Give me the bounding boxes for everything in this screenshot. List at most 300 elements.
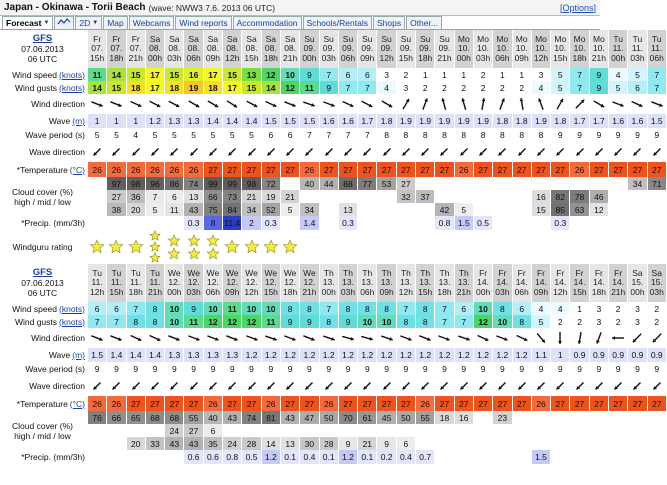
wind-gusts-cell: 15 xyxy=(242,81,261,94)
wind-gusts-cell: 8 xyxy=(127,315,146,328)
wind-speed-cell: 3 xyxy=(590,302,609,315)
tab-label: Accommodation xyxy=(236,18,298,28)
wind-speed-cell: 6 xyxy=(455,302,474,315)
wind-speed-cell: 15 xyxy=(127,68,146,81)
wave-period-row xyxy=(88,362,667,376)
star-rating-icon xyxy=(377,230,396,264)
star-rating-icon xyxy=(223,230,242,264)
direction-arrow-icon xyxy=(339,328,358,348)
wave-height-cell: 1.2 xyxy=(493,348,512,362)
wind-gusts-label-unit[interactable]: (knots) xyxy=(59,82,85,93)
date-label: 11. xyxy=(110,277,123,288)
wind-gusts-cell: 7 xyxy=(358,81,377,94)
star-rating-icon xyxy=(242,230,261,264)
wave-height-cell: 1.4 xyxy=(223,114,242,128)
date-label: 10. xyxy=(477,43,489,54)
wave-height-cell: 1.2 xyxy=(474,348,493,362)
temperature-label: *Temperature xyxy=(16,164,68,175)
wave-height-cell: 1.9 xyxy=(455,114,474,128)
cloud-high-cell: 97 xyxy=(107,177,126,190)
time-header-cell xyxy=(455,264,474,302)
day-label: Tu xyxy=(130,267,141,278)
wave-height-cell: 1.4 xyxy=(127,348,146,362)
wave-period-label xyxy=(0,362,88,376)
tab-map[interactable] xyxy=(103,16,128,29)
hour-label: 00h xyxy=(167,286,182,297)
direction-arrow-icon xyxy=(184,328,203,348)
cloud-low-cell: 43 xyxy=(184,203,203,216)
date-label: 14. xyxy=(477,277,489,288)
wind-gusts-cell: 19 xyxy=(184,81,203,94)
temperature-cell: 26 xyxy=(146,162,165,177)
temperature-cell: 26 xyxy=(532,396,551,411)
wave-direction-label: Wave direction xyxy=(29,381,85,391)
tab-other[interactable] xyxy=(406,16,442,29)
cloud-mid-cell xyxy=(455,190,474,203)
cloud-low-cell xyxy=(474,203,493,216)
wind-speed-cell: 4 xyxy=(609,68,628,81)
hour-label: 03h xyxy=(649,286,664,297)
precipitation-cell xyxy=(397,216,416,230)
cloud-low-cell xyxy=(358,203,377,216)
direction-arrow-icon xyxy=(493,376,512,396)
tab-wind-reports[interactable] xyxy=(175,16,231,29)
hour-label: 03h xyxy=(495,286,510,297)
precip-label: *Precip. (mm/3h) xyxy=(21,218,85,228)
wave-period-cell: 9 xyxy=(570,362,589,376)
wave-height-cell: 1.5 xyxy=(281,114,300,128)
tab-webcams[interactable] xyxy=(129,16,175,29)
wave-height-cell: 1.2 xyxy=(513,348,532,362)
wave-height-cell: 1.4 xyxy=(204,114,223,128)
wave-label: Wave xyxy=(48,350,71,360)
wind-gusts-label-unit[interactable]: (knots) xyxy=(59,316,85,327)
temperature-cell: 26 xyxy=(127,162,146,177)
wind-speed-cell: 16 xyxy=(184,68,203,81)
cloud-cover-label xyxy=(0,411,88,450)
cloud-high-cell xyxy=(513,411,532,424)
wind-speed-cell: 3 xyxy=(628,302,647,315)
day-label: Sa xyxy=(188,33,199,44)
star-rating-icon xyxy=(165,230,184,264)
tab-2d[interactable] xyxy=(75,16,102,29)
date-label: 09. xyxy=(399,43,412,54)
cloud-mid-cell xyxy=(107,424,126,437)
wind-speed-cell: 8 xyxy=(339,302,358,315)
precipitation-cell: 0.3 xyxy=(262,216,281,230)
day-label: Mo xyxy=(457,33,470,44)
wind-gusts-cell: 12 xyxy=(204,315,223,328)
cloud-high-cell xyxy=(513,177,532,190)
wave-height-cell: 1.3 xyxy=(165,348,184,362)
wave-period-cell: 7 xyxy=(339,128,358,142)
temperature-cell: 27 xyxy=(435,396,454,411)
cloud-high-cell xyxy=(551,177,570,190)
wave-period-cell: 9 xyxy=(146,362,165,376)
wind-gusts-cell: 2 xyxy=(648,315,667,328)
direction-arrow-icon xyxy=(590,142,609,162)
wind-gusts-label xyxy=(0,315,88,328)
date-label: 10. xyxy=(592,43,605,54)
temperature-label-unit[interactable]: (°C) xyxy=(69,164,85,175)
precipitation-cell: 1.2 xyxy=(339,450,358,464)
cloud-mid-cell: 82 xyxy=(551,190,570,203)
wave-height-cell: 1.2 xyxy=(281,348,300,362)
wind-gusts-cell: 14 xyxy=(262,81,281,94)
wind-gusts-cell: 7 xyxy=(88,315,107,328)
wind-speed-cell: 1 xyxy=(513,68,532,81)
direction-arrow-icon xyxy=(358,142,377,162)
precipitation-cell xyxy=(609,216,628,230)
direction-arrow-icon xyxy=(127,328,146,348)
direction-arrow-icon xyxy=(242,376,261,396)
cloud-low-cell xyxy=(648,437,667,450)
tab-shops[interactable] xyxy=(373,16,405,29)
wave-period-cell: 5 xyxy=(107,128,126,142)
cloud-high-cell: 99 xyxy=(204,177,223,190)
direction-arrow-icon xyxy=(493,94,512,114)
date-label: 08. xyxy=(226,43,239,54)
cloud-high-cell: 98 xyxy=(127,177,146,190)
wave-height-cell: 1.5 xyxy=(300,114,319,128)
wind-speed-cell: 1 xyxy=(435,68,454,81)
wave-height-cell: 1.6 xyxy=(628,114,647,128)
direction-arrow-icon xyxy=(184,94,203,114)
cloud-high-cell xyxy=(88,177,107,190)
star-rating-icon xyxy=(107,230,126,264)
precipitation-cell xyxy=(127,450,146,464)
day-label: Su xyxy=(419,33,431,44)
wind-gusts-cell: 12 xyxy=(281,81,300,94)
wind-gusts-cell: 18 xyxy=(204,81,223,94)
time-header-cell xyxy=(88,264,107,302)
hour-label: 21h xyxy=(611,286,626,297)
temperature-cell: 27 xyxy=(358,162,377,177)
direction-arrow-icon xyxy=(107,142,126,162)
cloud-low-cell: 34 xyxy=(242,203,261,216)
wind-gusts-cell: 8 xyxy=(320,315,339,328)
day-label: Fr xyxy=(131,33,140,44)
star-rating-icon xyxy=(146,230,165,264)
precipitation-cell: 8 xyxy=(204,216,223,230)
date-label: 12. xyxy=(284,277,297,288)
wind-speed-cell: 2 xyxy=(609,302,628,315)
cloud-high-cell: 40 xyxy=(300,177,319,190)
star-rating-icon xyxy=(262,230,281,264)
wind-speed-cell: 14 xyxy=(107,68,126,81)
cloud-low-cell: 5 xyxy=(455,203,474,216)
hour-label: 21h xyxy=(456,286,471,297)
time-header-cell xyxy=(416,264,435,302)
direction-arrow-icon xyxy=(551,142,570,162)
cloud-high-cell: 65 xyxy=(127,411,146,424)
cloud-high-cell xyxy=(474,177,493,190)
date-label: 11. xyxy=(651,43,663,54)
day-label: We xyxy=(225,267,239,278)
wind-speed-cell: 8 xyxy=(358,302,377,315)
day-label: Sa xyxy=(207,33,219,44)
cloud-mid-cell: 7 xyxy=(146,190,165,203)
wind-speed-cell: 8 xyxy=(281,302,300,315)
date-label: 15. xyxy=(650,277,663,288)
date-label: 13. xyxy=(419,277,432,288)
direction-arrow-icon xyxy=(416,142,435,162)
cloud-high-cell xyxy=(532,177,551,190)
model-link[interactable]: GFS xyxy=(32,267,53,278)
tab-label: Other... xyxy=(410,18,438,28)
day-label: We xyxy=(303,267,316,278)
wind-direction-row xyxy=(88,328,667,348)
hour-label: 09h xyxy=(533,286,549,297)
wave-height-cell: 1.5 xyxy=(648,114,667,128)
cloud-mid-cell xyxy=(320,424,339,437)
cloud-high-cell: 55 xyxy=(184,411,203,424)
wave-period-label xyxy=(0,128,88,142)
cloud-cover-label xyxy=(0,177,88,216)
temperature-cell: 27 xyxy=(609,396,628,411)
tab-accommodation[interactable] xyxy=(233,16,302,29)
cloud-low-cell: 13 xyxy=(281,437,300,450)
wind-speed-cell: 13 xyxy=(242,68,261,81)
cloud-mid-cell xyxy=(455,424,474,437)
wind-speed-label xyxy=(0,302,88,315)
time-header-cell xyxy=(609,30,628,68)
direction-arrow-icon xyxy=(474,376,493,396)
hour-label: 12h xyxy=(533,52,549,63)
direction-arrow-icon xyxy=(262,94,281,114)
temperature-cell: 27 xyxy=(262,162,281,177)
cloud-mid-cell: 46 xyxy=(590,190,609,203)
date-label: 09. xyxy=(361,43,374,54)
wave-period-cell: 8 xyxy=(397,128,416,142)
cloud-high-cell xyxy=(609,411,628,424)
direction-arrow-icon xyxy=(204,142,223,162)
day-label: Th xyxy=(420,267,431,278)
wave-height-cell: 1 xyxy=(107,114,126,128)
wave-height-cell: 1.9 xyxy=(416,114,435,128)
day-label: We xyxy=(245,267,258,278)
day-label: Th xyxy=(458,267,469,278)
wind-speed-cell: 8 xyxy=(300,302,319,315)
direction-arrow-icon xyxy=(648,376,667,396)
time-header-cell xyxy=(320,264,339,302)
tab-graph[interactable] xyxy=(54,16,74,29)
wave-period-cell: 9 xyxy=(107,362,126,376)
wave-model-info: (wave: NWW3 7.6. 2013 06 UTC) xyxy=(148,2,276,13)
wave-height-cell: 1.7 xyxy=(358,114,377,128)
direction-arrow-icon xyxy=(146,142,165,162)
wave-label: Wave xyxy=(48,116,71,126)
direction-arrow-icon xyxy=(570,328,589,348)
day-label: Tu xyxy=(632,33,643,44)
temperature-cell: 27 xyxy=(339,396,358,411)
cloud-mid-cell xyxy=(88,190,107,203)
direction-arrow-icon xyxy=(262,328,281,348)
direction-arrow-icon xyxy=(377,142,396,162)
star-rating-icon xyxy=(416,230,435,264)
star-rating-icon xyxy=(628,230,647,264)
options-link[interactable]: [Options] xyxy=(559,2,596,13)
wind-speed-cell: 10 xyxy=(165,302,184,315)
time-header-cell xyxy=(204,30,223,68)
time-header-cell xyxy=(165,30,184,68)
direction-arrow-icon xyxy=(204,328,223,348)
precipitation-cell: 0.4 xyxy=(397,450,416,464)
wind-gusts-cell: 18 xyxy=(165,81,184,94)
wind-gusts-cell: 8 xyxy=(513,315,532,328)
hour-label: 21h xyxy=(283,52,298,63)
cloud-mid-cell xyxy=(513,424,532,437)
cloud-mid-cell xyxy=(377,424,396,437)
time-header-cell xyxy=(532,30,551,68)
wave-height-cell: 1.1 xyxy=(532,348,551,362)
wave-period-cell: 9 xyxy=(339,362,358,376)
wind-speed-cell: 9 xyxy=(184,302,203,315)
hour-label: 00h xyxy=(302,52,317,63)
direction-arrow-icon xyxy=(455,376,474,396)
date-label: 12. xyxy=(303,277,316,288)
cloud-low-cell xyxy=(628,203,647,216)
temperature-label-unit[interactable]: (°C) xyxy=(69,398,85,409)
cloud-high-cell: 71 xyxy=(648,177,667,190)
wind-gusts-label: Wind gusts xyxy=(14,82,58,93)
precipitation-cell: 1.5 xyxy=(455,216,474,230)
wave-period-cell: 9 xyxy=(320,362,339,376)
direction-arrow-icon xyxy=(551,94,570,114)
temperature-cell: 27 xyxy=(590,162,609,177)
cloud-high-cell xyxy=(609,177,628,190)
time-header-row xyxy=(88,30,667,68)
cloud-mid-cell xyxy=(281,424,300,437)
cloud-mid-cell xyxy=(358,190,377,203)
date-label: 14. xyxy=(554,277,567,288)
star-rating-icon xyxy=(551,230,570,264)
rating-row xyxy=(88,230,667,264)
hour-label: 09h xyxy=(379,286,394,297)
wave-period-cell: 8 xyxy=(513,128,532,142)
direction-arrow-icon xyxy=(262,142,281,162)
wave-height-cell: 1.2 xyxy=(435,348,454,362)
precipitation-cell: 0.1 xyxy=(358,450,377,464)
cloud-mid-cell: 21 xyxy=(242,190,261,203)
tab-forecast[interactable] xyxy=(2,16,53,29)
wave-label-unit[interactable]: (m) xyxy=(72,350,85,360)
wave-height-cell: 0.9 xyxy=(570,348,589,362)
temperature-cell: 27 xyxy=(377,162,396,177)
wind-speed-cell: 7 xyxy=(570,68,589,81)
model-link[interactable]: GFS xyxy=(32,33,53,44)
temperature-cell: 27 xyxy=(513,396,532,411)
model-info xyxy=(0,264,88,302)
cloud-mid-cell xyxy=(570,424,589,437)
wave-period-cell: 8 xyxy=(435,128,454,142)
temperature-cell: 27 xyxy=(281,396,300,411)
day-label: Th xyxy=(381,267,392,278)
cloud-mid-cell xyxy=(435,190,454,203)
wave-period-cell: 8 xyxy=(493,128,512,142)
wave-label-unit[interactable]: (m) xyxy=(72,116,85,126)
precipitation-cell xyxy=(590,216,609,230)
cloud-mid-cell: 73 xyxy=(223,190,242,203)
wind-speed-cell: 7 xyxy=(435,302,454,315)
wave-direction-label: Wave direction xyxy=(29,147,85,157)
direction-arrow-icon xyxy=(184,142,203,162)
cloud-high-cell: 74 xyxy=(242,411,261,424)
cloud-high-cell: 53 xyxy=(377,177,396,190)
wave-period-cell: 9 xyxy=(223,362,242,376)
direction-arrow-icon xyxy=(513,328,532,348)
date-label: 13. xyxy=(361,277,374,288)
precipitation-cell xyxy=(493,450,512,464)
direction-arrow-icon xyxy=(397,376,416,396)
wave-period-cell: 8 xyxy=(474,128,493,142)
direction-arrow-icon xyxy=(435,328,454,348)
hour-label: 09h xyxy=(225,286,240,297)
cloud-low-cell xyxy=(570,437,589,450)
wind-speed-cell: 15 xyxy=(223,68,242,81)
cloud-low-cell xyxy=(397,203,416,216)
date-label: 09. xyxy=(438,43,451,54)
date-label: 08. xyxy=(149,43,161,54)
precipitation-cell: 0.3 xyxy=(339,216,358,230)
precipitation-cell xyxy=(320,216,339,230)
temperature-row xyxy=(88,396,667,411)
temperature-cell: 27 xyxy=(628,396,647,411)
direction-arrow-icon xyxy=(300,142,319,162)
direction-arrow-icon xyxy=(165,376,184,396)
time-header-cell xyxy=(435,30,454,68)
time-header-cell xyxy=(107,264,126,302)
wave-height-cell: 1.3 xyxy=(184,114,203,128)
precipitation-cell xyxy=(127,216,146,230)
temperature-cell: 27 xyxy=(397,162,416,177)
wind-gusts-cell: 7 xyxy=(648,81,667,94)
cloud-high-cell: 86 xyxy=(165,177,184,190)
wave-period-cell: 9 xyxy=(88,362,107,376)
direction-arrow-icon xyxy=(242,142,261,162)
forecast-block-2 xyxy=(0,264,664,464)
wave-period-cell: 9 xyxy=(493,362,512,376)
precipitation-cell xyxy=(590,450,609,464)
cloud-high-row xyxy=(88,177,667,190)
temperature-cell: 26 xyxy=(184,162,203,177)
wave-height-cell: 1.6 xyxy=(609,114,628,128)
wave-period-cell: 5 xyxy=(88,128,107,142)
wind-speed-cell: 6 xyxy=(107,302,126,315)
wind-speed-label-unit[interactable]: (knots) xyxy=(59,69,85,80)
cloud-low-cell: 13 xyxy=(339,203,358,216)
direction-arrow-icon xyxy=(281,376,300,396)
direction-arrow-icon xyxy=(513,142,532,162)
wave-period-cell: 5 xyxy=(184,128,203,142)
wind-speed-label-unit[interactable]: (knots) xyxy=(59,303,85,314)
wind-gusts-cell: 8 xyxy=(146,315,165,328)
wind-gusts-cell: 10 xyxy=(358,315,377,328)
day-label: Mo xyxy=(554,33,567,44)
cloud-mid-cell: 6 xyxy=(165,190,184,203)
cloud-mid-cell xyxy=(493,424,512,437)
wave-period-label: Wave period (s) xyxy=(25,130,85,140)
wave-period-cell: 9 xyxy=(416,362,435,376)
day-label: Th xyxy=(323,267,334,278)
cloud-mid-cell: 16 xyxy=(532,190,551,203)
tab-schools-rentals[interactable] xyxy=(303,16,372,29)
wind-gusts-cell: 2 xyxy=(416,81,435,94)
wave-period-cell: 9 xyxy=(300,362,319,376)
precipitation-cell: 1.2 xyxy=(262,450,281,464)
cloud-mid-cell: 36 xyxy=(127,190,146,203)
day-label: Su xyxy=(439,33,450,44)
